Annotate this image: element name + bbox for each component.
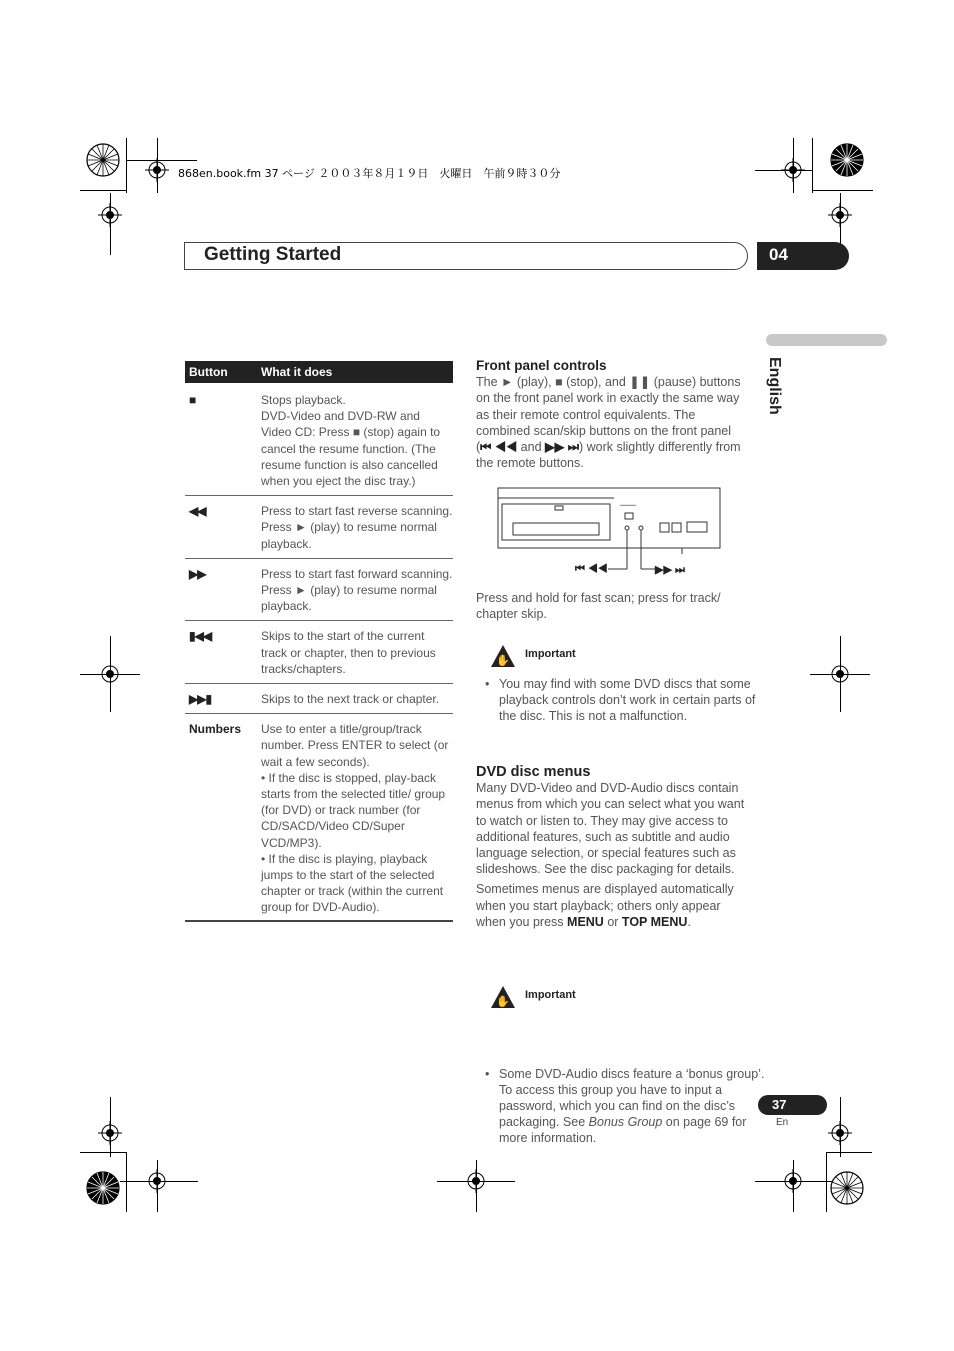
table-row — [185, 714, 453, 919]
table-row-button — [185, 628, 261, 677]
table-row — [185, 621, 453, 684]
table-row-button — [185, 503, 261, 552]
table-row-button: Numbers — [189, 722, 242, 737]
chapter-title: Getting Started — [204, 244, 342, 265]
dvd-menus-paragraph-2 — [476, 881, 746, 930]
dvd-menus-text-or: or — [603, 914, 622, 929]
table-bottom-rule — [185, 920, 453, 922]
page-number-badge — [758, 1095, 827, 1115]
page-language: En — [776, 1117, 789, 1128]
table-row — [185, 559, 453, 622]
skip-forward-symbols: ▶▶ ⏭ — [545, 440, 579, 455]
fast-forward-icon: ▶▶ — [189, 566, 206, 581]
front-panel-diagram — [496, 486, 724, 578]
important-warning-icon — [490, 644, 516, 668]
menu-button-name: MENU — [567, 914, 604, 929]
dvd-menus-text-a: Sometimes menus are displayed automatically when you start playback; others only appear when you press — [476, 882, 734, 929]
table-row — [185, 383, 453, 496]
dvd-menus-section — [476, 764, 746, 930]
front-panel-section — [476, 358, 746, 471]
stop-icon: ■ — [189, 393, 196, 407]
table-row — [185, 684, 453, 714]
important-label: Important — [525, 989, 576, 1001]
table-row-button — [185, 392, 261, 489]
diagram-label-skip-back: ⏮ ◀◀ — [575, 563, 608, 575]
important-bullet — [476, 1066, 769, 1147]
important-bullet: • You may find with some DVD discs that some playback controls don’t work in certain parts of the disc. This is not a malfunction. — [476, 676, 769, 725]
important-label: Important — [525, 648, 576, 660]
front-panel-caption: Press and hold for fast scan; press for track/ chapter skip. — [476, 591, 721, 622]
chapter-number: 04 — [769, 245, 788, 264]
diagram-label-skip-forward: ▶▶ ⏭ — [655, 564, 685, 576]
front-panel-text-a: The ► (play), ■ (stop), and ❚❚ (pause) buttons on the front panel work in exactly the same way as their remote control equivalents. The combined scan/skip buttons on the front panel ( — [476, 375, 741, 455]
bonus-group-reference: Bonus Group — [588, 1115, 663, 1130]
table-row-description: Skips to the start of the current track or chapter, then to previous tracks/chapters. — [261, 629, 436, 676]
dvd-menus-paragraph-1: Many DVD-Video and DVD-Audio discs contain menus from which you can select what you want to watch or listen to. They may give access to additional features, such as subtitle and audio language selection, or special features such as slideshows. See the disc packaging for details. — [476, 781, 745, 877]
table-row — [185, 496, 453, 559]
table-row-button — [185, 691, 261, 707]
col-button-header: Button — [189, 365, 228, 379]
skip-forward-icon: ▶▶▮ — [189, 692, 212, 707]
top-menu-button-name: TOP MENU — [621, 914, 688, 929]
print-header: 868en.book.fm 37 ページ ２００３年８月１９日 火曜日 午前９時３０分 — [178, 167, 561, 180]
table-header — [185, 361, 453, 383]
table-row-description: Skips to the next track or chapter. — [261, 692, 440, 707]
col-what-header: What it does — [261, 365, 333, 379]
important-warning-icon — [490, 985, 516, 1009]
table-row-description: Press to start fast reverse scanning. Press ► (play) to resume normal playback. — [261, 504, 453, 551]
skip-back-icon: ▮◀◀ — [189, 629, 212, 644]
svg-text:✋: ✋ — [496, 654, 510, 667]
side-tab-language: English — [766, 357, 783, 415]
front-panel-heading: Front panel controls — [476, 358, 607, 373]
table-row-description: Stops playback. DVD-Video and DVD-RW and Video CD: Press ■ (stop) again to cancel the resume function. (The resume function is also cancelled when you eject the disc tray.) — [261, 393, 441, 489]
svg-text:▬▬▬▬: ▬▬▬▬ — [620, 502, 636, 507]
bonus-text-b: on page 69 for more information. — [499, 1115, 747, 1146]
side-tab-bar — [766, 334, 887, 346]
svg-text:✋: ✋ — [496, 995, 510, 1008]
dvd-menus-heading: DVD disc menus — [476, 764, 591, 780]
button-table — [185, 361, 453, 922]
page-number: 37 — [772, 1097, 787, 1112]
front-panel-text-and: and — [517, 440, 546, 455]
front-panel-paragraph — [476, 374, 746, 471]
bonus-text-a: Some DVD-Audio discs feature a ‘bonus group’. To access this group you have to input a password, which you can find on the disc’s packaging. See — [499, 1066, 765, 1130]
skip-back-symbols: ⏮ ◀◀ — [480, 440, 518, 455]
front-panel-text-b: ) work slightly differently from the remote buttons. — [476, 440, 741, 471]
dvd-menus-text-end: . — [687, 914, 691, 929]
table-row-description: Use to enter a title/group/track number. Press ENTER to select (or wait a few seconds). • If the disc is stopped, play-back starts from the selected title/ group (for DVD) or track number (for CD/SACD/Video CD/Super VCD/MP3). • If the disc is playing, playback jumps to the start of the selected chapter or track (within the current group for DVD-Audio). — [261, 722, 449, 915]
table-row-button — [185, 566, 261, 615]
rewind-icon: ◀◀ — [189, 504, 206, 519]
table-row-description: Press to start fast forward scanning. Press ► (play) to resume normal playback. — [261, 566, 453, 614]
